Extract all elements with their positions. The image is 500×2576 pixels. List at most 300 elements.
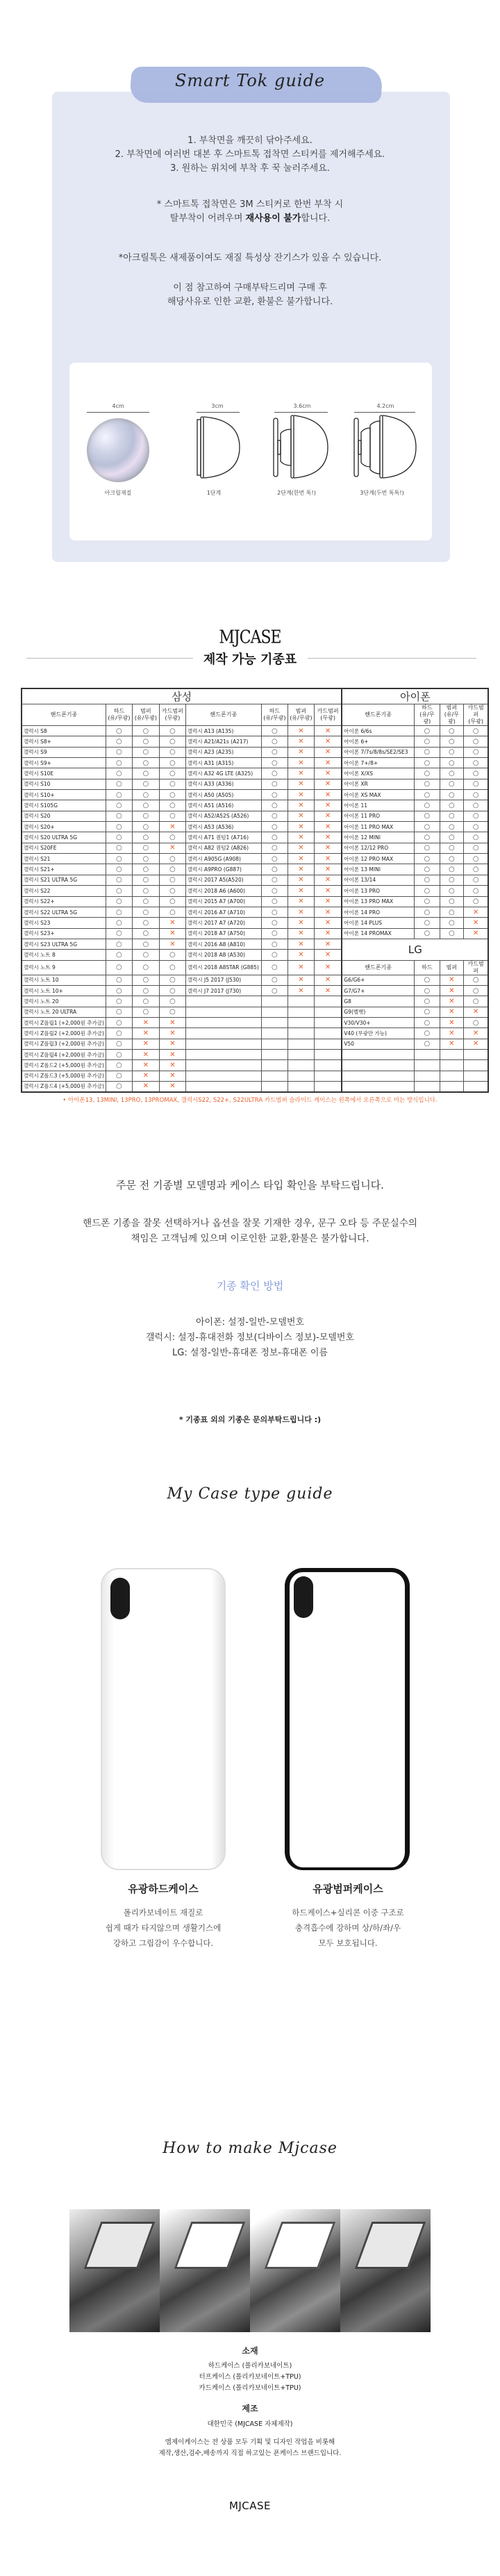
cross-icon: ✕	[298, 876, 304, 884]
model-name: 아이폰 7/7s/8/8s/SE2/SE3	[342, 747, 414, 757]
circle-icon: ○	[424, 834, 431, 842]
circle-icon: ○	[169, 802, 176, 810]
available-mark	[414, 875, 440, 885]
table-row	[22, 918, 488, 928]
cross-icon: ✕	[298, 950, 304, 959]
lg-header: LG	[342, 939, 488, 960]
unavailable-mark	[288, 975, 314, 985]
case-type-name: 유광하드케이스	[128, 1883, 199, 1895]
model-name: 갤럭시 노트 9	[22, 960, 106, 975]
available-mark	[159, 960, 185, 975]
cross-icon: ✕	[324, 950, 331, 959]
unavailable-mark	[314, 747, 342, 757]
empty-cell	[261, 1039, 288, 1049]
table-row	[22, 800, 488, 811]
available-mark	[159, 886, 185, 896]
model-name: 갤럭시 S9+	[22, 758, 106, 768]
available-mark	[463, 886, 488, 896]
model-name: G6/G6+	[342, 975, 414, 985]
circle-icon: ○	[116, 976, 122, 984]
table-row	[22, 896, 488, 907]
unavailable-mark	[314, 907, 342, 917]
available-mark	[159, 800, 185, 811]
unavailable-mark	[463, 907, 488, 917]
cross-icon: ✕	[298, 791, 304, 799]
circle-icon: ○	[449, 727, 455, 735]
available-mark	[106, 790, 132, 800]
material-title: 소재	[242, 2346, 258, 2356]
circle-icon: ○	[272, 898, 278, 906]
unavailable-mark	[288, 896, 314, 907]
available-mark	[106, 854, 132, 864]
circle-icon: ○	[169, 770, 176, 778]
circle-icon: ○	[424, 738, 431, 746]
empty-cell	[185, 1060, 261, 1071]
circle-icon: ○	[169, 727, 176, 735]
empty-cell	[185, 1039, 261, 1049]
cross-icon: ✕	[472, 1040, 479, 1048]
circle-icon: ○	[472, 823, 479, 831]
circle-icon: ○	[449, 876, 455, 884]
empty-cell	[414, 1071, 440, 1081]
model-name: 아이폰 XR	[342, 779, 414, 789]
circle-icon: ○	[472, 1018, 479, 1027]
available-mark	[261, 843, 288, 853]
unavailable-mark	[288, 985, 314, 996]
available-mark	[106, 736, 132, 747]
empty-cell	[463, 1071, 488, 1081]
available-mark	[414, 822, 440, 832]
unavailable-mark	[159, 939, 185, 949]
model-name: 아이폰 13 MINI	[342, 864, 414, 875]
model-name: 갤럭시 S10E	[22, 768, 106, 779]
circle-icon: ○	[424, 823, 431, 831]
circle-icon: ○	[272, 876, 278, 884]
cross-icon: ✕	[449, 997, 455, 1005]
unavailable-mark	[314, 985, 342, 996]
desc-line: 모두 보호됩니다.	[318, 1938, 378, 1948]
model-name: 갤럭시 Z폴드2 (+5,000원 추가금)	[22, 1060, 106, 1071]
unavailable-mark	[288, 822, 314, 832]
available-mark	[132, 875, 159, 885]
available-mark	[463, 768, 488, 779]
available-mark	[261, 896, 288, 907]
available-mark	[159, 726, 185, 736]
table-row	[22, 996, 488, 1007]
empty-cell	[342, 1082, 414, 1092]
circle-icon: ○	[169, 898, 176, 906]
available-mark	[132, 726, 159, 736]
empty-cell	[342, 1060, 414, 1071]
model-name: 갤럭시 2017 A7 (A720)	[185, 918, 261, 928]
empty-cell	[261, 1049, 288, 1059]
column-header: 범퍼 (유/무광)	[288, 704, 314, 726]
available-mark	[106, 864, 132, 875]
cross-icon: ✕	[324, 834, 331, 842]
tok-stage3-icon	[353, 414, 417, 481]
available-mark	[159, 854, 185, 864]
available-mark	[159, 832, 185, 843]
compatibility-table	[21, 688, 489, 1093]
circle-icon: ○	[449, 748, 455, 757]
column-header: 핸드폰기종	[22, 704, 106, 726]
circle-icon: ○	[116, 940, 122, 948]
dimension-line	[87, 412, 149, 413]
circle-icon: ○	[472, 738, 479, 746]
tok-stage2-icon	[273, 414, 330, 481]
empty-cell	[185, 1017, 261, 1027]
available-mark	[132, 736, 159, 747]
model-name: 갤럭시 A23 (A235)	[185, 747, 261, 757]
available-mark	[463, 975, 488, 985]
empty-cell	[288, 1039, 314, 1049]
table-row	[22, 1060, 488, 1071]
table-row	[22, 1028, 488, 1039]
circle-icon: ○	[424, 986, 431, 995]
available-mark	[414, 1007, 440, 1017]
empty-cell	[185, 1028, 261, 1039]
available-mark	[463, 832, 488, 843]
circle-icon: ○	[449, 844, 455, 852]
model-name: V40 (무광만 가능)	[342, 1028, 414, 1039]
circle-icon: ○	[424, 791, 431, 799]
cross-icon: ✕	[298, 738, 304, 746]
column-header: 카드범퍼 (무광)	[314, 704, 342, 726]
unavailable-mark	[314, 800, 342, 811]
unavailable-mark	[288, 928, 314, 939]
circle-icon: ○	[472, 759, 479, 767]
available-mark	[106, 1071, 132, 1081]
cross-icon: ✕	[298, 780, 304, 789]
empty-cell	[440, 1049, 463, 1059]
available-mark	[106, 1007, 132, 1017]
available-mark	[106, 1049, 132, 1059]
empty-cell	[185, 1049, 261, 1059]
cross-icon: ✕	[298, 930, 304, 938]
unavailable-mark	[440, 1007, 463, 1017]
unavailable-mark	[314, 736, 342, 747]
cross-icon: ✕	[298, 844, 304, 852]
circle-icon: ○	[169, 964, 176, 972]
available-mark	[261, 950, 288, 960]
model-name: 갤럭시 A50 (A505)	[185, 790, 261, 800]
size-label: 3cm	[211, 403, 224, 409]
circle-icon: ○	[472, 727, 479, 735]
available-mark	[159, 811, 185, 821]
circle-icon: ○	[116, 1072, 122, 1080]
circle-icon: ○	[142, 770, 149, 778]
empty-cell	[288, 996, 314, 1007]
model-name: 갤럭시 A9PRO (G887)	[185, 864, 261, 875]
model-name: 아이폰 11 PRO MAX	[342, 822, 414, 832]
unavailable-mark	[314, 790, 342, 800]
model-name: G9(벨벳)	[342, 1007, 414, 1017]
circle-icon: ○	[272, 738, 278, 746]
cross-icon: ✕	[324, 823, 331, 831]
tok-step: 3. 원하는 위치에 부착 후 꾹 눌러주세요.	[170, 163, 330, 174]
column-header: 범퍼	[440, 960, 463, 975]
available-mark	[414, 975, 440, 985]
circle-icon: ○	[169, 780, 176, 789]
available-mark	[440, 800, 463, 811]
available-mark	[261, 779, 288, 789]
available-mark	[440, 822, 463, 832]
case-type-name: 유광범퍼케이스	[312, 1883, 383, 1895]
available-mark	[132, 896, 159, 907]
empty-cell	[288, 1082, 314, 1092]
cross-icon: ✕	[324, 886, 331, 895]
empty-cell	[288, 1049, 314, 1059]
available-mark	[414, 758, 440, 768]
available-mark	[159, 747, 185, 757]
available-mark	[159, 875, 185, 885]
empty-cell	[440, 1082, 463, 1092]
manufacture-origin: 대한민국 (MJCASE 자체제작)	[207, 2420, 293, 2428]
column-header: 하드 (유/무광)	[261, 704, 288, 726]
available-mark	[414, 768, 440, 779]
table-row	[22, 975, 488, 985]
circle-icon: ○	[116, 1040, 122, 1048]
circle-icon: ○	[142, 940, 149, 948]
circle-icon: ○	[424, 997, 431, 1005]
empty-cell	[261, 1028, 288, 1039]
unavailable-mark	[159, 928, 185, 939]
model-name: 아이폰 12 PRO MAX	[342, 854, 414, 864]
emphasis: 재사용이 불가	[245, 213, 301, 224]
circle-icon: ○	[116, 791, 122, 799]
circle-icon: ○	[424, 876, 431, 884]
circle-icon: ○	[424, 759, 431, 767]
cross-icon: ✕	[324, 802, 331, 810]
circle-icon: ○	[116, 1082, 122, 1091]
model-name: 갤럭시 Z플립3 (+2,000원 추가금)	[22, 1039, 106, 1049]
circle-icon: ○	[472, 748, 479, 757]
available-mark	[132, 1007, 159, 1017]
circle-icon: ○	[272, 823, 278, 831]
available-mark	[261, 726, 288, 736]
model-name: V50	[342, 1039, 414, 1049]
circle-icon: ○	[142, 759, 149, 767]
model-name: 갤럭시 S20FE	[22, 843, 106, 853]
circle-icon: ○	[424, 770, 431, 778]
cross-icon: ✕	[298, 748, 304, 757]
circle-icon: ○	[116, 759, 122, 767]
table-row	[22, 790, 488, 800]
unavailable-mark	[314, 918, 342, 928]
available-mark	[132, 985, 159, 996]
available-mark	[106, 768, 132, 779]
circle-icon: ○	[116, 918, 122, 927]
column-header: 카드범퍼 (무광)	[463, 704, 488, 726]
cross-icon: ✕	[169, 1061, 176, 1069]
circle-icon: ○	[272, 964, 278, 972]
available-mark	[261, 918, 288, 928]
unavailable-mark	[159, 822, 185, 832]
available-mark	[106, 1039, 132, 1049]
circle-icon: ○	[424, 854, 431, 863]
circle-icon: ○	[424, 898, 431, 906]
circle-icon: ○	[142, 866, 149, 874]
cross-icon: ✕	[472, 930, 479, 938]
model-name: 갤럭시 J5 2017 (J530)	[185, 975, 261, 985]
material-item: 하드케이스 (폴리카보네이트)	[208, 2362, 292, 2370]
table-row	[22, 907, 488, 917]
available-mark	[440, 928, 463, 939]
circle-icon: ○	[116, 886, 122, 895]
empty-cell	[288, 1028, 314, 1039]
cross-icon: ✕	[324, 812, 331, 820]
table-row	[22, 886, 488, 896]
empty-cell	[288, 1071, 314, 1081]
model-name: 아이폰 11 PRO	[342, 811, 414, 821]
available-mark	[463, 996, 488, 1007]
circle-icon: ○	[169, 1008, 176, 1016]
available-mark	[414, 864, 440, 875]
model-name: 갤럭시 노트 10	[22, 975, 106, 985]
model-name: 갤럭시 2017 A5(A520)	[185, 875, 261, 885]
circle-icon: ○	[472, 791, 479, 799]
circle-icon: ○	[472, 997, 479, 1005]
empty-cell	[185, 1007, 261, 1017]
available-mark	[132, 928, 159, 939]
available-mark	[159, 864, 185, 875]
available-mark	[440, 790, 463, 800]
unavailable-mark	[314, 939, 342, 949]
available-mark	[440, 896, 463, 907]
column-header: 핸드폰기종	[342, 960, 414, 975]
model-check-lg: LG: 설정-일반-휴대폰 정보-휴대폰 이름	[172, 1348, 328, 1358]
available-mark	[261, 832, 288, 843]
model-check-list	[0, 1315, 500, 1361]
circle-icon: ○	[272, 908, 278, 916]
tok-label: 아크릴재질	[104, 490, 132, 496]
available-mark	[132, 950, 159, 960]
cross-icon: ✕	[324, 876, 331, 884]
unavailable-mark	[314, 928, 342, 939]
circle-icon: ○	[169, 866, 176, 874]
available-mark	[414, 736, 440, 747]
available-mark	[261, 854, 288, 864]
inquiry-note: * 기종표 외의 기종은 문의부탁드립니다 :)	[178, 1415, 322, 1424]
footer-brand: MJCASE	[228, 2500, 272, 2512]
cross-icon: ✕	[142, 1040, 149, 1048]
model-name: 갤럭시 S10+	[22, 790, 106, 800]
brand-header-row	[22, 688, 488, 704]
unavailable-mark	[159, 1049, 185, 1059]
available-mark	[440, 864, 463, 875]
model-name: 갤럭시 2018 A8STAR (G885)	[185, 960, 261, 975]
samsung-header: 삼성	[22, 688, 342, 704]
table-row	[22, 747, 488, 757]
available-mark	[261, 985, 288, 996]
table-row	[22, 875, 488, 885]
empty-cell	[463, 1082, 488, 1092]
empty-cell	[261, 1060, 288, 1071]
circle-icon: ○	[272, 930, 278, 938]
circle-icon: ○	[142, 886, 149, 895]
model-name: 갤럭시 S21	[22, 854, 106, 864]
unavailable-mark	[288, 864, 314, 875]
glossy-hard-case-image	[101, 1568, 226, 1870]
unavailable-mark	[440, 975, 463, 985]
cross-icon: ✕	[298, 940, 304, 948]
available-mark	[414, 996, 440, 1007]
circle-icon: ○	[116, 1061, 122, 1069]
empty-cell	[414, 1060, 440, 1071]
model-check-title: 기종 확인 방법	[216, 1280, 284, 1292]
available-mark	[132, 854, 159, 864]
circle-icon: ○	[169, 908, 176, 916]
unavailable-mark	[314, 950, 342, 960]
available-mark	[463, 726, 488, 736]
circle-icon: ○	[116, 812, 122, 820]
available-mark	[414, 790, 440, 800]
empty-cell	[261, 1007, 288, 1017]
cross-icon: ✕	[324, 964, 331, 972]
cross-icon: ✕	[324, 940, 331, 948]
model-name: 갤럭시 A33 (A336)	[185, 779, 261, 789]
unavailable-mark	[132, 1039, 159, 1049]
model-name: 갤럭시 2016 A8 (A810)	[185, 939, 261, 949]
available-mark	[106, 758, 132, 768]
cross-icon: ✕	[142, 1072, 149, 1080]
unavailable-mark	[288, 854, 314, 864]
cross-icon: ✕	[324, 866, 331, 874]
available-mark	[440, 747, 463, 757]
circle-icon: ○	[142, 727, 149, 735]
circle-icon: ○	[472, 802, 479, 810]
circle-icon: ○	[472, 898, 479, 906]
circle-icon: ○	[116, 1029, 122, 1037]
model-name: 갤럭시 2015 A7 (A700)	[185, 896, 261, 907]
available-mark	[106, 918, 132, 928]
circle-icon: ○	[272, 802, 278, 810]
available-mark	[106, 896, 132, 907]
empty-cell	[314, 1039, 342, 1049]
available-mark	[159, 1007, 185, 1017]
model-name: 갤럭시 2016 A7 (A710)	[185, 907, 261, 917]
circle-icon: ○	[449, 770, 455, 778]
production-photo	[250, 2209, 340, 2332]
brand-logo: MJCASE	[219, 627, 281, 648]
available-mark	[261, 975, 288, 985]
circle-icon: ○	[116, 876, 122, 884]
circle-icon: ○	[424, 1029, 431, 1037]
cross-icon: ✕	[298, 976, 304, 984]
unavailable-mark	[132, 1060, 159, 1071]
empty-cell	[440, 1060, 463, 1071]
production-photo	[160, 2209, 250, 2332]
table-row	[22, 985, 488, 996]
available-mark	[414, 800, 440, 811]
model-check-iphone: 아이폰: 설정-일반-모델번호	[195, 1317, 305, 1328]
cross-icon: ✕	[472, 1029, 479, 1037]
circle-icon: ○	[272, 834, 278, 842]
available-mark	[132, 822, 159, 832]
circle-icon: ○	[272, 918, 278, 927]
circle-icon: ○	[272, 770, 278, 778]
dimension-line	[274, 412, 328, 413]
unavailable-mark	[314, 822, 342, 832]
table-row	[22, 1007, 488, 1017]
available-mark	[106, 1028, 132, 1039]
available-mark	[132, 747, 159, 757]
tok-step: 2. 부착면에 여러번 대본 후 스마트톡 접착면 스티커를 제거해주세요.	[115, 149, 385, 160]
circle-icon: ○	[169, 748, 176, 757]
circle-icon: ○	[424, 802, 431, 810]
unavailable-mark	[314, 768, 342, 779]
cross-icon: ✕	[449, 1040, 455, 1048]
